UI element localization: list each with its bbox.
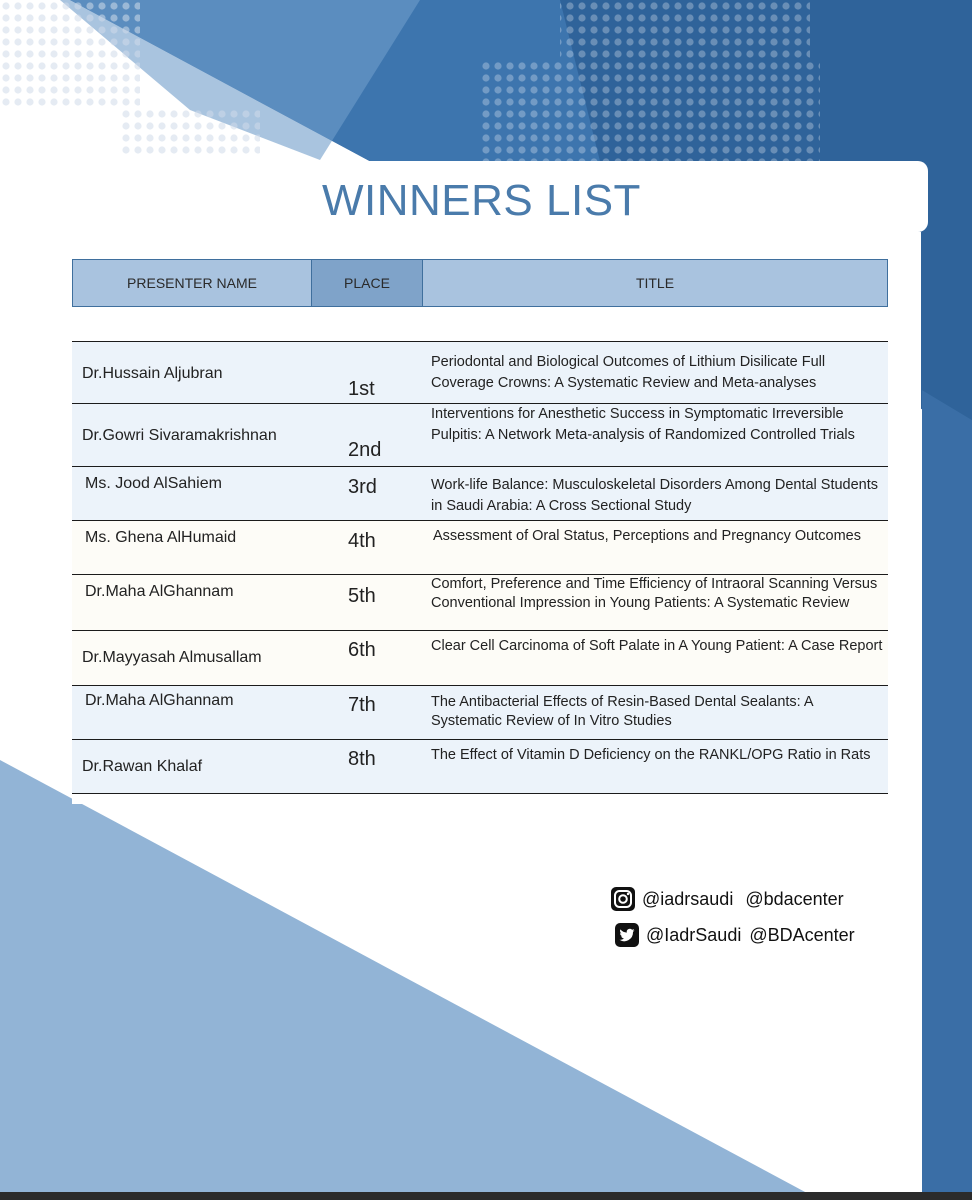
table-row bbox=[72, 404, 888, 467]
twitter-icon bbox=[614, 922, 640, 948]
table-row bbox=[72, 631, 888, 686]
page-title: WINNERS LIST bbox=[322, 176, 641, 225]
header-presenter-name: PRESENTER NAME bbox=[73, 260, 311, 306]
header-title: TITLE bbox=[423, 260, 887, 306]
presentation-title: Interventions for Anesthetic Success in Symptomatic Irreversible Pulpitis: A Network Meta-analysis of Randomized Controlled Trials bbox=[431, 406, 855, 443]
place: 7th bbox=[348, 694, 376, 716]
place: 3rd bbox=[348, 476, 377, 498]
instagram-icon bbox=[610, 886, 636, 912]
presentation-title: Assessment of Oral Status, Perceptions and Pregnancy Outcomes bbox=[433, 528, 861, 544]
presentation-title: The Effect of Vitamin D Deficiency on the RANKL/OPG Ratio in Rats bbox=[431, 747, 871, 763]
table-row bbox=[72, 521, 888, 575]
table-row bbox=[72, 686, 888, 740]
presenter-name: Dr.Mayyasah Almusallam bbox=[82, 649, 262, 666]
presenter-name: Dr.Maha AlGhannam bbox=[85, 692, 234, 709]
instagram-handle-iadr[interactable]: @iadrsaudi bbox=[642, 888, 734, 909]
presenter-name: Dr.Gowri Sivaramakrishnan bbox=[82, 427, 277, 444]
twitter-handle-iadr[interactable]: @IadrSaudi bbox=[646, 924, 742, 945]
instagram-handles bbox=[610, 886, 844, 912]
table-row bbox=[72, 467, 888, 521]
presenter-name: Ms. Ghena AlHumaid bbox=[85, 529, 237, 546]
place: 8th bbox=[348, 748, 376, 770]
table-header bbox=[72, 259, 888, 307]
header-place: PLACE bbox=[311, 260, 423, 306]
place: 6th bbox=[348, 639, 376, 661]
presentation-title: Periodontal and Biological Outcomes of Lithium Disilicate Full Coverage Crowns: A Systematic Review and Meta-analyses bbox=[431, 354, 826, 391]
presenter-name: Dr.Hussain Aljubran bbox=[82, 365, 223, 382]
presentation-title: Work-life Balance: Musculoskeletal Disorders Among Dental Students in Saudi Arabia: A Cross Sectional Study bbox=[431, 477, 879, 514]
place: 2nd bbox=[348, 439, 382, 461]
place: 1st bbox=[348, 378, 375, 400]
table-row bbox=[72, 575, 888, 631]
presentation-title: Comfort, Preference and Time Efficiency of Intraoral Scanning Versus Conventional Impression in Young Patients: A Systematic Review bbox=[431, 576, 878, 611]
twitter-handles bbox=[614, 922, 855, 948]
presenter-name: Dr.Maha AlGhannam bbox=[85, 583, 234, 600]
place: 5th bbox=[348, 585, 376, 607]
presenter-name: Ms. Jood AlSahiem bbox=[85, 475, 222, 492]
instagram-handle-bda[interactable]: @bdacenter bbox=[745, 888, 844, 909]
presentation-title: Clear Cell Carcinoma of Soft Palate in A Young Patient: A Case Report bbox=[431, 638, 883, 654]
place: 4th bbox=[348, 530, 376, 552]
presentation-title: The Antibacterial Effects of Resin-Based Dental Sealants: A Systematic Review of In Vitro Studies bbox=[431, 694, 813, 729]
table-row bbox=[72, 740, 888, 794]
twitter-handle-bda[interactable]: @BDAcenter bbox=[749, 924, 855, 945]
table-row bbox=[72, 341, 888, 404]
presenter-name: Dr.Rawan Khalaf bbox=[82, 758, 203, 775]
